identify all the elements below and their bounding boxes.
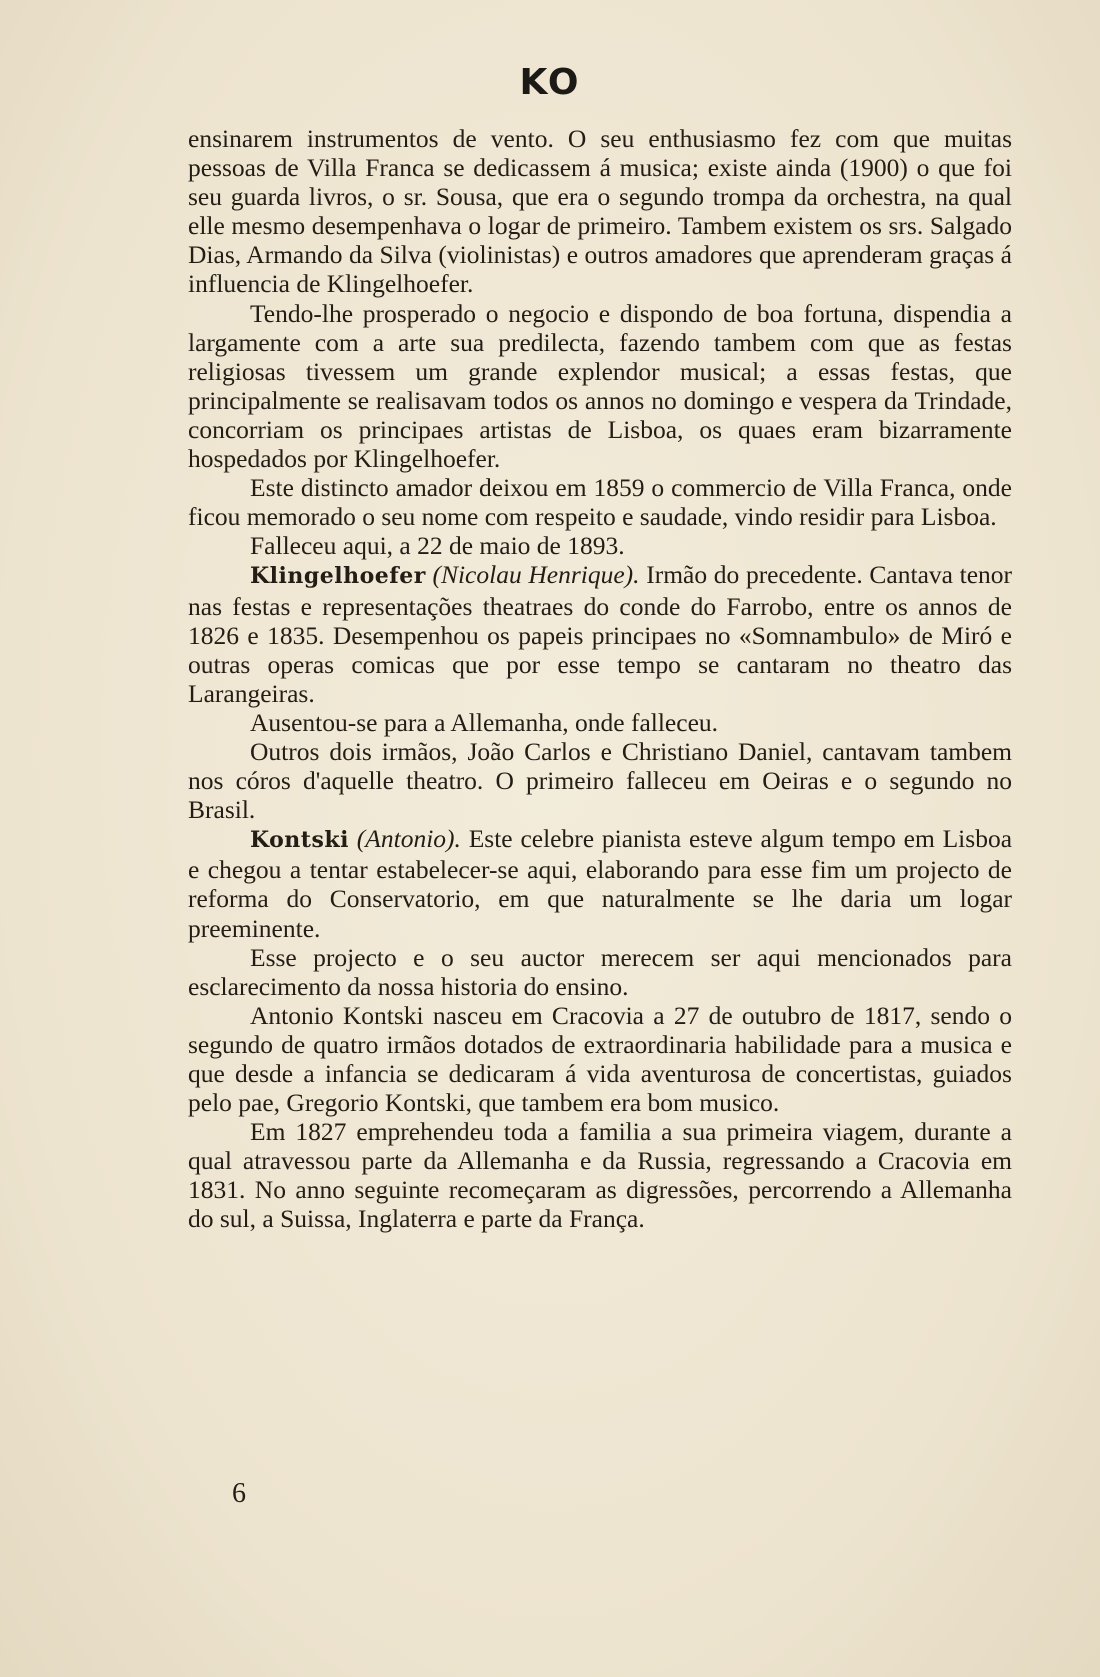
paragraph: Este distincto amador deixou em 1859 o commercio de Villa Franca, onde ficou memorado o seu nome com respeito e saudade, vindo residir para Lisboa. — [188, 473, 1012, 532]
entry-text: Irmão do precedente. Cantava tenor nas festas e representações theatraes do conde do Farrobo, entre os annos de 1826 e 1835. Desempenhou os papeis principaes no «Somnambulo» de Miró e outras operas comicas que por esse tempo se cantaram no theatro das Larangeiras. — [188, 560, 1013, 708]
page-number: 6 — [232, 1478, 246, 1509]
paragraph: Em 1827 emprehendeu toda a familia a sua primeira viagem, durante a qual atravessou parte da Allemanha e da Russia, regressando a Cracovia em 1831. No anno seguinte recomeçaram as digressões, percorrendo a Allemanha do sul, a Suissa, Inglaterra e parte da França. — [188, 1117, 1012, 1234]
paragraph: Ausentou-se para a Allemanha, onde falleceu. — [250, 707, 719, 737]
paragraph: Esse projecto e o seu auctor merecem ser aqui mencionados para esclarecimento da nossa historia do ensino. — [188, 942, 1012, 1001]
dictionary-entry — [188, 824, 1012, 942]
body-text — [188, 124, 1012, 1234]
entry-headword: Klingelhoefer — [250, 563, 426, 590]
entry-given-name: (Nicolau Henrique). — [432, 560, 640, 590]
paragraph: Outros dois irmãos, João Carlos e Christiano Daniel, cantavam tambem nos córos d'aquelle theatro. O primeiro falleceu em Oeiras e o segundo no Brasil. — [188, 736, 1012, 825]
paragraph: Falleceu aqui, a 22 de maio de 1893. — [250, 531, 625, 561]
paragraph: ensinarem instrumentos de vento. O seu enthusiasmo fez com que muitas pessoas de Villa Franca se dedicassem á musica; existe ainda (1900) o que foi seu guarda livros, o sr. Sousa, que era o segundo trompa da orchestra, na qual elle mesmo desempenhava o logar de primeiro. Tambem existem os srs. Salgado Dias, Armando da Silva (violinistas) e outros amadores que aprenderam graças á influencia de Klingelhoefer. — [188, 124, 1012, 299]
entry-text: Este celebre pianista esteve algum tempo em Lisboa e chegou a tentar estabelecer-se aqui, elaborando para esse fim um projecto de reforma do Conservatorio, em que naturalmente se lhe daria um logar preeminente. — [188, 824, 1013, 943]
running-head: KO — [519, 62, 581, 103]
entry-given-name: (Antonio). — [356, 824, 461, 854]
paragraph: Antonio Kontski nasceu em Cracovia a 27 de outubro de 1817, sendo o segundo de quatro irmãos dotados de extraordinaria habilidade para a musica e que desde a infancia se dedicaram á vida aventurosa de concertistas, guiados pelo pae, Gregorio Kontski, que tambem era bom musico. — [188, 1000, 1012, 1118]
dictionary-entry — [188, 560, 1012, 707]
paragraph: Tendo-lhe prosperado o negocio e dispondo de boa fortuna, dispendia a largamente com a arte sua predilecta, fazendo tambem com que as festas religiosas tivessem um grande explendor musical; a essas festas, que principalmente se realisavam todos os annos no domingo e vespera da Trindade, concorriam os principaes artistas de Lisboa, os quaes eram bizarramente hospedados por Klingelhoefer. — [188, 298, 1012, 474]
entry-headword: Kontski — [250, 827, 349, 854]
